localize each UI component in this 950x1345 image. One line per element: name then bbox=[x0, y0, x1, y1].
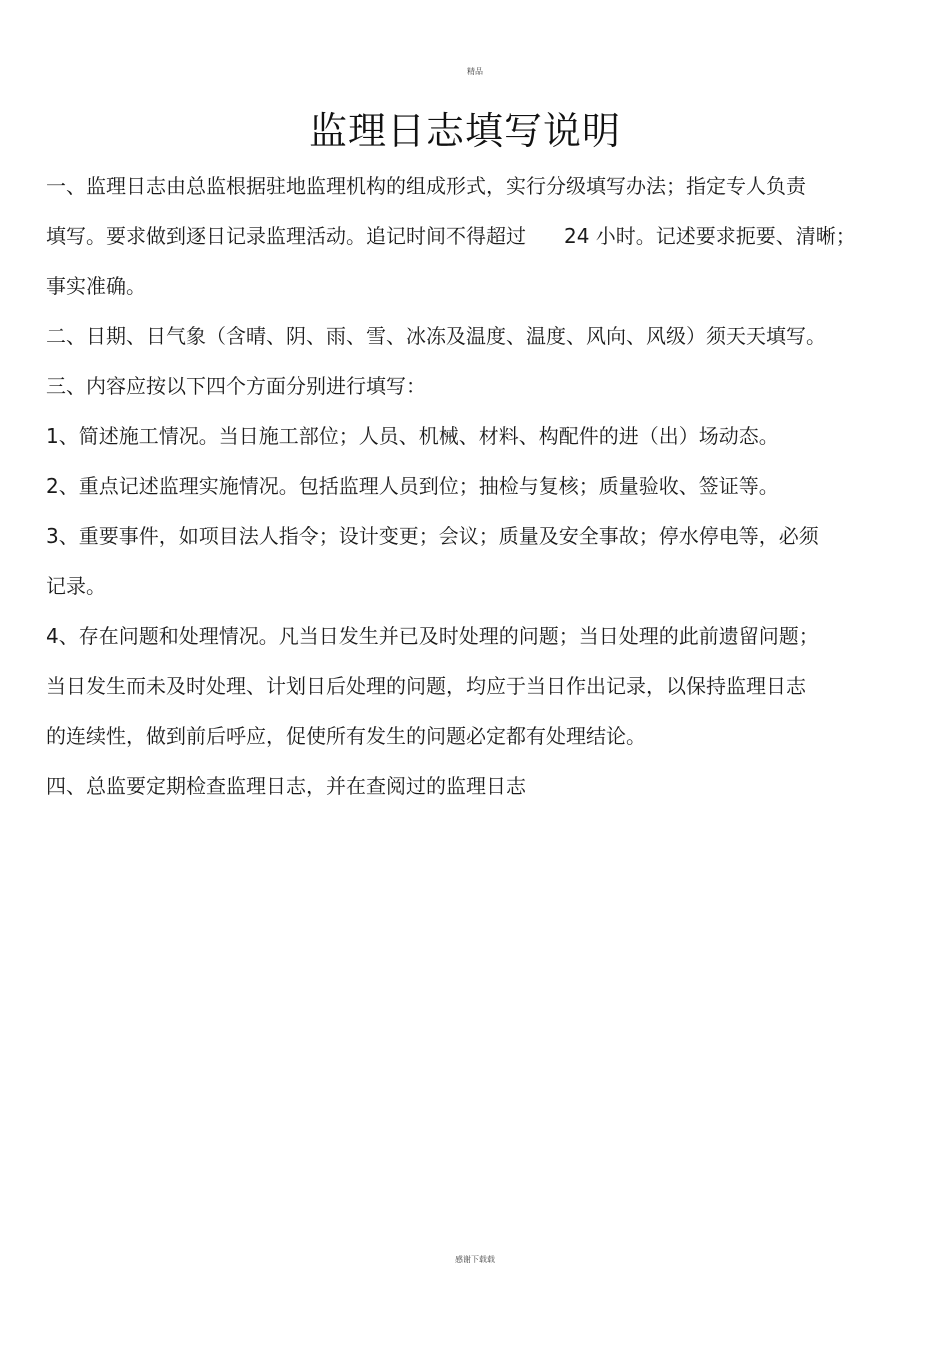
paragraph-line-7: 2、重点记述监理实施情况。包括监理人员到位；抽检与复核；质量验收、签证等。 bbox=[46, 474, 779, 498]
paragraph-line-12: 的连续性，做到前后呼应，促使所有发生的问题必定都有处理结论。 bbox=[46, 724, 646, 748]
paragraph-line-1: 一、监理日志由总监根据驻地监理机构的组成形式，实行分级填写办法；指定专人负责 bbox=[46, 174, 806, 198]
paragraph-line-2-part-1: 填写。要求做到逐日记录监理活动。追记时间不得超过 bbox=[46, 224, 526, 248]
paragraph-line-3: 事实准确。 bbox=[46, 274, 146, 298]
paragraph-line-5: 三、内容应按以下四个方面分别进行填写： bbox=[46, 374, 426, 398]
paragraph-line-2 bbox=[46, 220, 856, 249]
paragraph-line-2-part-2: 24 小时。记述要求扼要、清晰； bbox=[564, 224, 856, 248]
paragraph-line-6: 1、简述施工情况。当日施工部位；人员、机械、材料、构配件的进（出）场动态。 bbox=[46, 424, 779, 448]
paragraph-line-10: 4、存在问题和处理情况。凡当日发生并已及时处理的问题；当日处理的此前遗留问题； bbox=[46, 624, 819, 648]
paragraph-line-13: 四、总监要定期检查监理日志，并在查阅过的监理日志 bbox=[46, 774, 526, 798]
paragraph-line-4: 二、日期、日气象（含晴、阴、雨、雪、冰冻及温度、温度、风向、风级）须天天填写。 bbox=[46, 324, 826, 348]
header-note: 精品 bbox=[467, 67, 483, 76]
paragraph-line-8: 3、重要事件，如项目法人指令；设计变更；会议；质量及安全事故；停水停电等，必须 bbox=[46, 524, 819, 548]
footer-note: 感谢下载载 bbox=[455, 1255, 495, 1264]
document-title: 监理日志填写说明 bbox=[308, 109, 621, 153]
paragraph-line-9: 记录。 bbox=[46, 574, 106, 598]
paragraph-line-11: 当日发生而未及时处理、计划日后处理的问题，均应于当日作出记录，以保持监理日志 bbox=[46, 674, 806, 698]
